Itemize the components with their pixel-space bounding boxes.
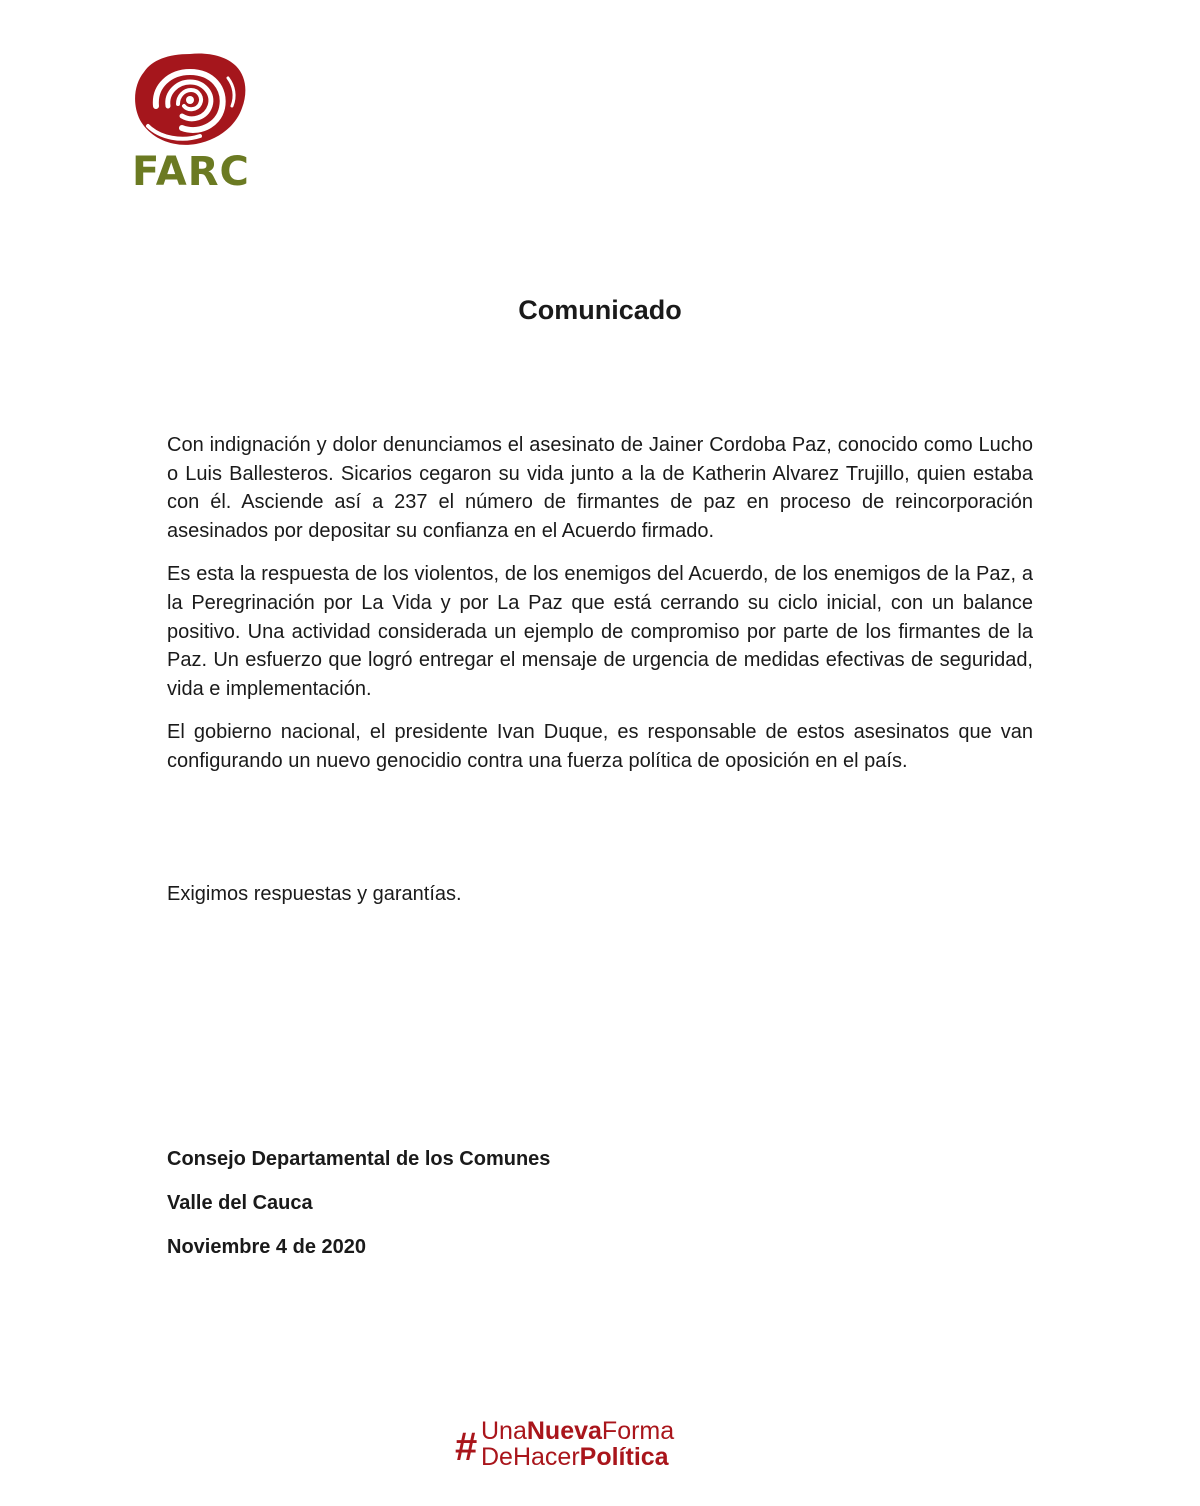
red-rose-icon bbox=[128, 48, 252, 152]
signature-region: Valle del Cauca bbox=[167, 1192, 313, 1214]
hashtag-word-politica: Política bbox=[579, 1443, 669, 1471]
signature-date: Noviembre 4 de 2020 bbox=[167, 1236, 366, 1258]
paragraph-1: Con indignación y dolor denunciamos el asesinato de Jainer Cordoba Paz, conocido como Lucho o Luis Ballesteros. Sicarios cegaron su vida junto a la de Katherin Alvarez Trujillo, quien estaba con él. Asciende así a 237 el número de firmantes de paz en proceso de reincorporación asesinados por depositar su confianza en el Acuerdo firmado. bbox=[167, 434, 1033, 542]
statement-body bbox=[167, 431, 1033, 791]
hashtag-word-forma: Forma bbox=[601, 1417, 675, 1445]
farc-logo bbox=[128, 48, 252, 198]
logo-text: FARC bbox=[132, 149, 250, 195]
hashtag-symbol: # bbox=[455, 1425, 478, 1469]
signature-organization: Consejo Departamental de los Comunes bbox=[167, 1148, 551, 1170]
hashtag-line-2 bbox=[481, 1443, 669, 1471]
closing-line: Exigimos respuestas y garantías. bbox=[167, 883, 462, 905]
hashtag-word-dehacer: DeHacer bbox=[481, 1443, 580, 1471]
hashtag-word-una: Una bbox=[481, 1417, 527, 1445]
campaign-hashtag bbox=[455, 1417, 755, 1473]
paragraph-2: Es esta la respuesta de los violentos, de los enemigos del Acuerdo, de los enemigos de la Paz, a la Peregrinación por La Vida y por La Paz que está cerrando su ciclo inicial, con un balance positivo. Una actividad considerada un ejemplo de compromiso por parte de los firmantes de la Paz. Un esfuerzo que logró entregar el mensaje de urgencia de medidas efectivas de seguridad, vida e implementación. bbox=[167, 563, 1033, 700]
hashtag-line-1 bbox=[481, 1417, 674, 1445]
signature-block bbox=[167, 1145, 550, 1277]
hashtag-word-nueva: Nueva bbox=[526, 1417, 602, 1445]
paragraph-3: El gobierno nacional, el presidente Ivan Duque, es responsable de estos asesinatos que van configurando un nuevo genocidio contra una fuerza política de oposición en el país. bbox=[167, 721, 1033, 772]
page-title: Comunicado bbox=[518, 295, 682, 325]
